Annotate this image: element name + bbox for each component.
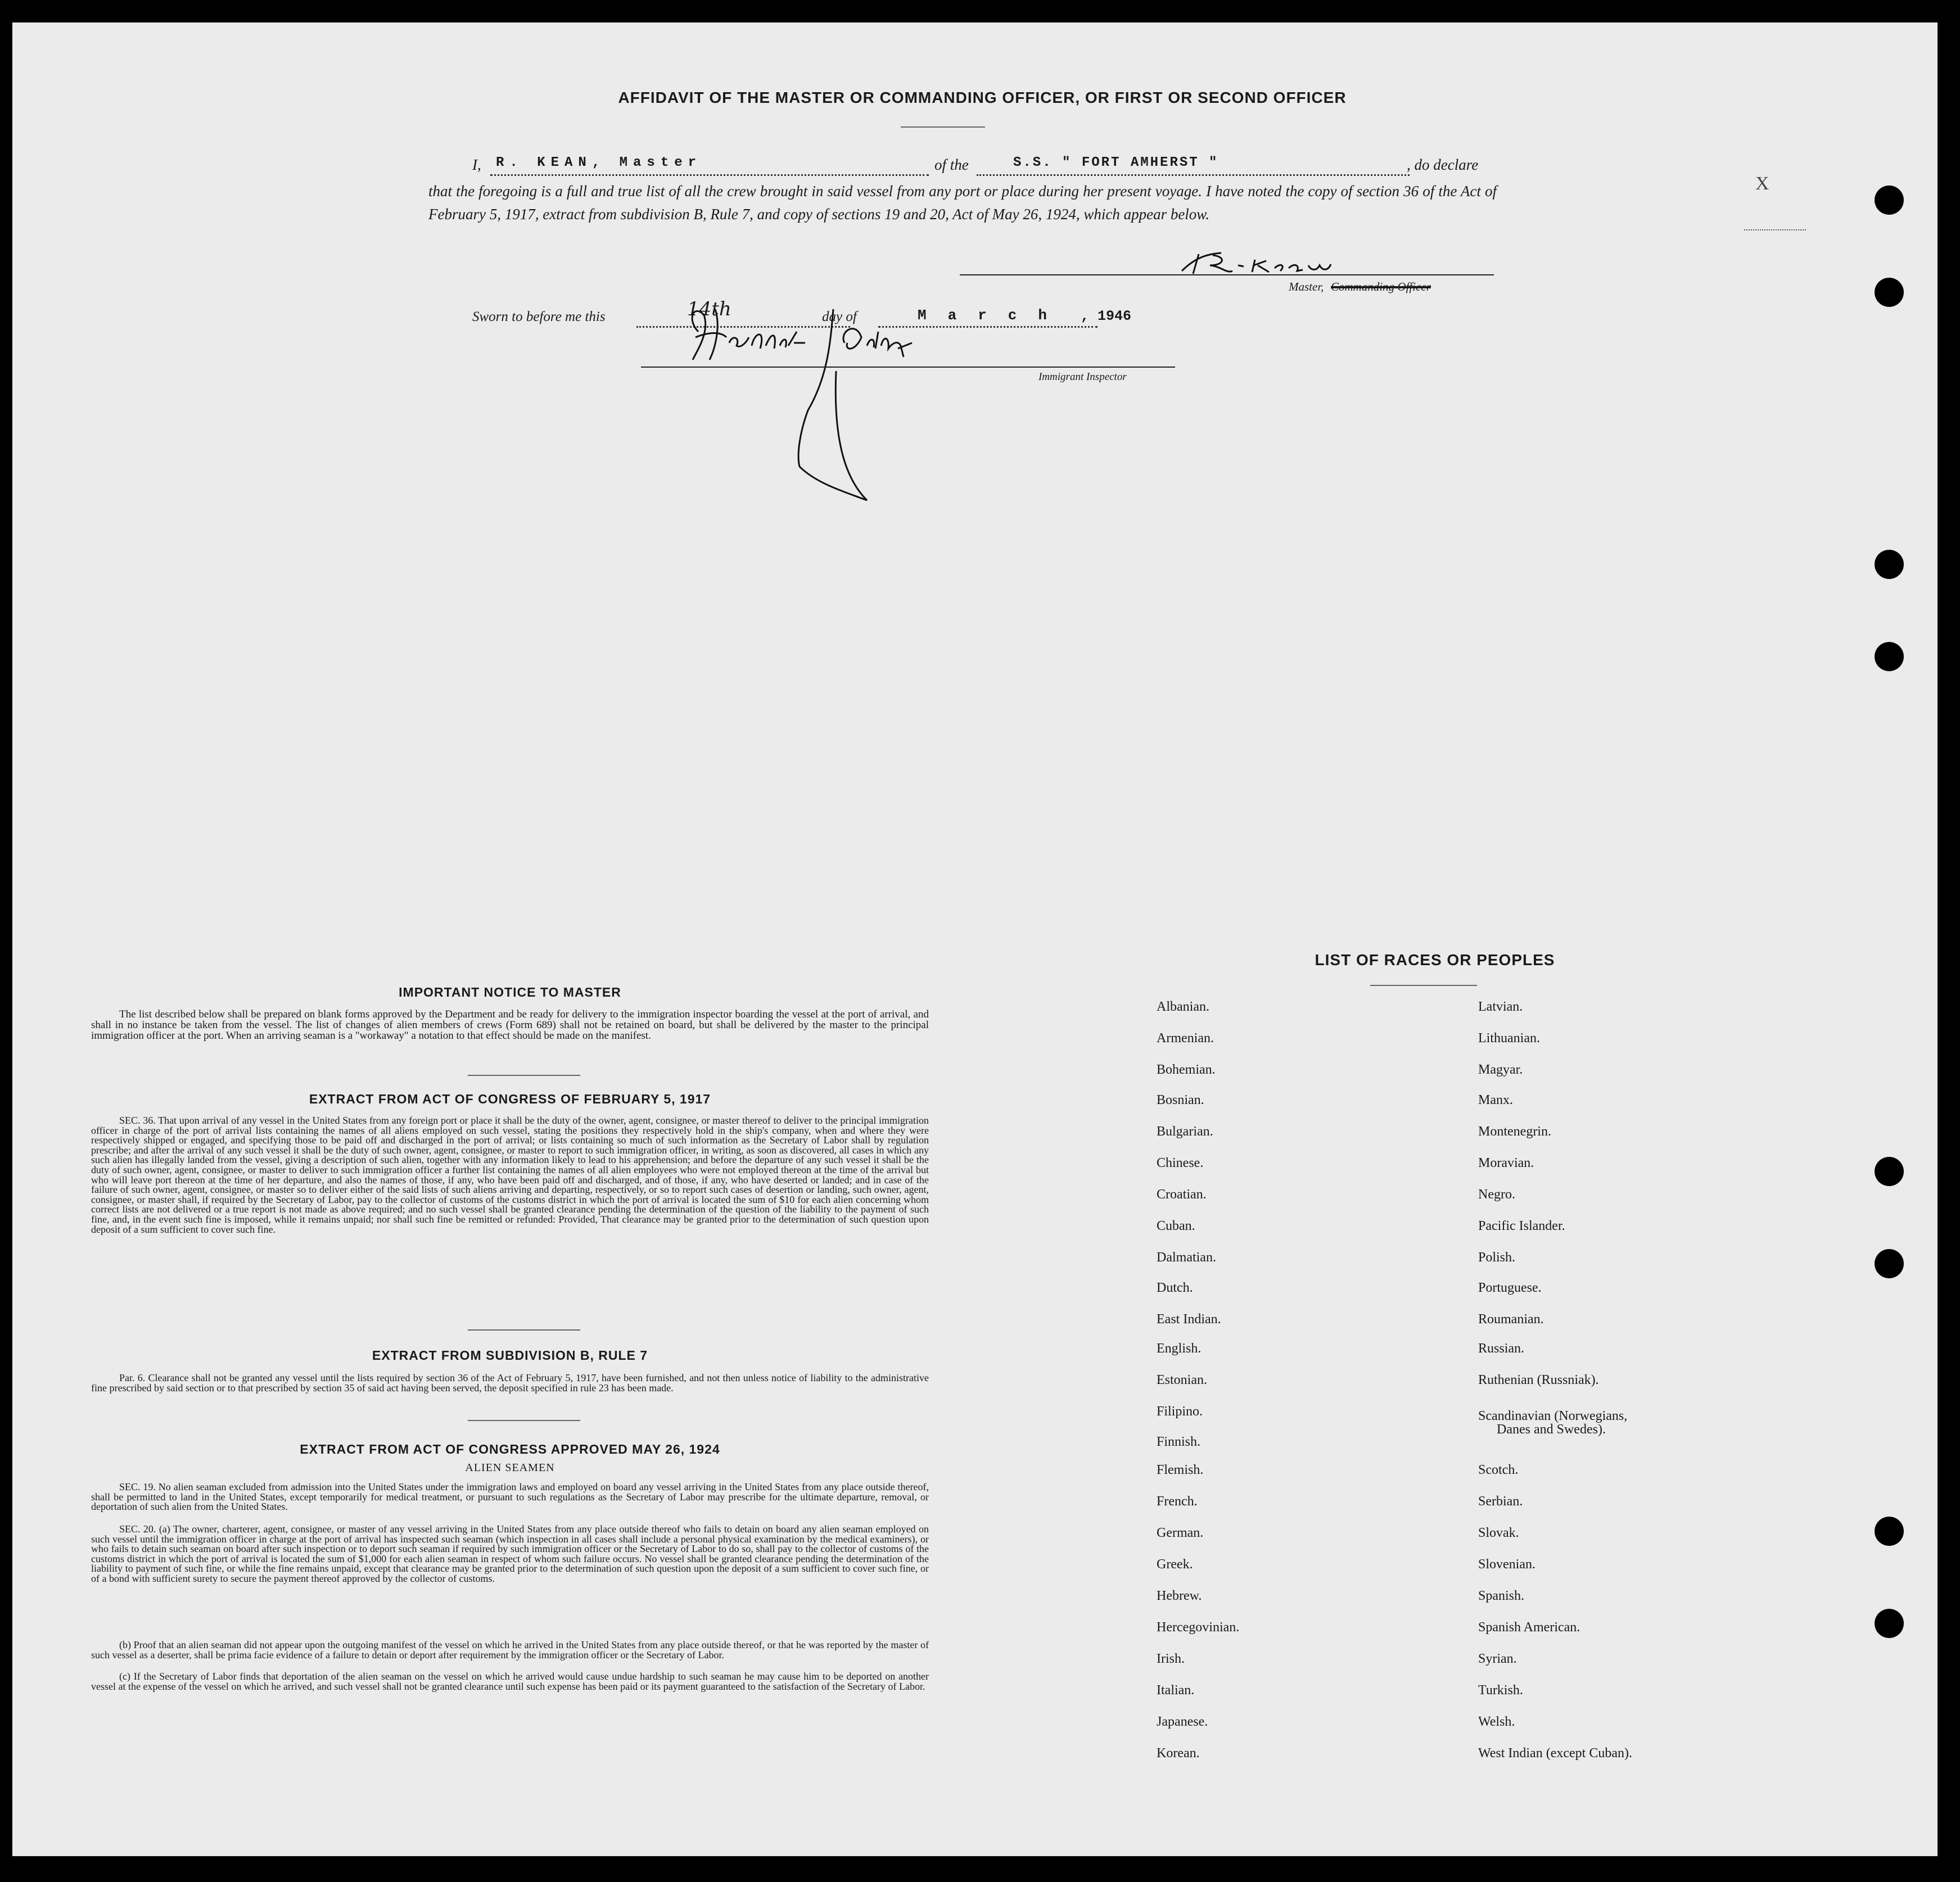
master-label: Master,	[1289, 280, 1324, 293]
extract1917-text: SEC. 36. That upon arrival of any vessel in the United States from any foreign port or place it shall be the duty of the owner, agent, consignee, or master thereof to deliver to the principal immigration officer in charge of the port of arrival lists containing the names of all aliens employed on such vessel, stating the positions they respectively hold in the ship's company, when and where they were respectively shipped or engaged, and specifying those to be paid off and discharged in the port of arrival; or lists containing so much of such information as the Secretary of Labor shall by regulation prescribe; and after the arrival of any such vessel it shall be the duty of such owner, agent, consignee, or master to report to such immigration officer, in writing, as soon as discovered, all cases in which any such alien has illegally landed from the vessel, giving a description of such alien, together with any information likely to lead to his apprehension; and before the departure of any such vessel it shall be the duty of such owner, agent, consignee, or master to deliver to such immigration officer a further list containing the names of all alien employees who were not employed thereon at the time of the arrival but who will leave port thereon at the time of her departure, and also the names of those, if any, who have been paid off and discharged, and of those, if any, who have deserted or landed; and in case of the failure of such owner, agent, consignee, or master so to deliver either of the said lists of such aliens arriving and departing, respectively, or so to report such cases of desertion or landing, such owner, agent, consignee, or master shall, if required by the Secretary of Labor, pay to the collector of customs of the customs district in which the port of arrival is located the sum of $10 for each alien concerning whom correct lists are not delivered or a true report is not made as above required; and no such vessel shall be granted clearance pending the determination of the question of the liability to the payment of such fine, and, in the event such fine is imposed, while it remains unpaid; nor shall such fine be remitted or refunded: Provided, That clearance may be granted prior to the determination of such question upon deposit of a sum sufficient to cover such fine.	[91, 1115, 929, 1235]
race-item: West Indian (except Cuban).	[1478, 1746, 1632, 1761]
race-item: Korean.	[1157, 1746, 1200, 1761]
binder-hole	[1875, 642, 1904, 671]
sec20a-text: SEC. 20. (a) The owner, charterer, agent, consignee, or master of any vessel arriving in the United States from any place outside thereof who fails to detain on board any alien seaman employed on such vessel until the immigration officer in charge at the port of arrival has inspected such seaman (which inspection in all cases shall include a personal physical examination by the medical examiners), or who fails to detain such seaman on board after such inspection or to deport such seaman if required by such immigration officer or the Secretary of Labor to do so, shall pay to the collector of customs of the customs district in which the port of arrival is located the sum of $1,000 for each alien seaman in respect of whom such failure occurs. No vessel shall be granted clearance pending the determination of the liability to payment of such fine, or while the fine remains unpaid, except that clearance may be granted prior to the determination of such question upon the deposit of a sum sufficient to cover such fine, or of a bond with sufficient surety to secure the payment thereof approved by the collector of customs.	[91, 1523, 929, 1584]
extract1917-title: EXTRACT FROM ACT OF CONGRESS OF FEBRUARY 5, 1917	[309, 1092, 711, 1106]
rule7-divider	[468, 1420, 580, 1421]
extract1917-divider	[468, 1329, 580, 1331]
notice-title: IMPORTANT NOTICE TO MASTER	[399, 985, 621, 999]
race-item: Irish.	[1157, 1652, 1185, 1666]
race-item: Latvian.	[1478, 999, 1523, 1014]
race-item: Bohemian.	[1157, 1062, 1216, 1077]
race-item: German.	[1157, 1526, 1204, 1540]
race-item: Scotch.	[1478, 1463, 1519, 1477]
extract1924-subtitle: ALIEN SEAMEN	[465, 1462, 555, 1474]
race-item: East Indian.	[1157, 1312, 1221, 1327]
races-divider	[1370, 985, 1477, 986]
race-item: Armenian.	[1157, 1031, 1214, 1046]
race-item: English.	[1157, 1341, 1202, 1356]
race-item: Hercegovinian.	[1157, 1620, 1240, 1635]
race-item: Dalmatian.	[1157, 1250, 1216, 1265]
race-item: Negro.	[1478, 1187, 1515, 1202]
race-item: Manx.	[1478, 1093, 1513, 1107]
race-item: Danes and Swedes).	[1497, 1422, 1606, 1437]
race-item: Welsh.	[1478, 1714, 1515, 1729]
sworn-prefix: Sworn to before me this	[472, 309, 606, 324]
sec20c-text: (c) If the Secretary of Labor finds that deportation of the alien seaman on the vessel on which he arrived would cause undue hardship to such seaman he may cause him to be deported on another vessel at the expense of the vessel on which he arrived, and such vessel shall not be granted clearance until such expense has been paid or its payment guaranteed to the satisfaction of the Secretary of Labor.	[91, 1671, 929, 1692]
race-item: Moravian.	[1478, 1156, 1534, 1170]
day-value: 14th	[687, 298, 731, 320]
rule7-title: EXTRACT FROM SUBDIVISION B, RULE 7	[372, 1348, 648, 1363]
of-the-label: of the	[934, 156, 969, 173]
race-item: Ruthenian (Russniak).	[1478, 1373, 1599, 1387]
vessel-name-field: S.S. " FORT AMHERST "	[1013, 155, 1219, 170]
extract1924-title: EXTRACT FROM ACT OF CONGRESS APPROVED MAY 26, 1924	[300, 1442, 720, 1456]
race-item: Slovenian.	[1478, 1557, 1536, 1572]
race-item: Bulgarian.	[1157, 1124, 1213, 1139]
race-item: Syrian.	[1478, 1652, 1517, 1666]
race-item: Scandinavian (Norwegians,	[1478, 1409, 1628, 1423]
race-item: Pacific Islander.	[1478, 1219, 1565, 1233]
inspector-signature-line	[641, 367, 1175, 368]
margin-mark: X	[1755, 173, 1769, 194]
document-page	[12, 22, 1938, 1856]
race-item: Estonian.	[1157, 1373, 1207, 1387]
race-item: Portuguese.	[1478, 1281, 1542, 1295]
race-item: Polish.	[1478, 1250, 1516, 1265]
race-item: Japanese.	[1157, 1714, 1208, 1729]
race-item: Roumanian.	[1478, 1312, 1544, 1327]
master-signature	[1159, 248, 1497, 277]
inspector-signature	[676, 298, 968, 506]
struck-label: Commanding Officer	[1331, 280, 1431, 293]
year-field: , 1946	[1081, 308, 1132, 324]
race-item: Slovak.	[1478, 1526, 1519, 1540]
race-item: Magyar.	[1478, 1062, 1523, 1077]
inspector-label: Immigrant Inspector	[1038, 371, 1127, 383]
race-item: Spanish.	[1478, 1589, 1525, 1603]
race-item: Dutch.	[1157, 1281, 1193, 1295]
race-item: Montenegrin.	[1478, 1124, 1551, 1139]
binder-hole	[1875, 1609, 1904, 1638]
binder-hole	[1875, 1517, 1904, 1546]
month-field: March	[918, 307, 1069, 324]
do-declare-label: , do declare	[1407, 156, 1479, 173]
race-item: Cuban.	[1157, 1219, 1195, 1233]
race-item: Bosnian.	[1157, 1093, 1204, 1107]
race-item: Filipino.	[1157, 1404, 1203, 1419]
notice-divider	[468, 1075, 580, 1076]
affidavit-body: that the foregoing is a full and true list of all the crew brought in said vessel from any port or place during her present voyage. I have noted the copy of section 36 of the Act of February 5, 1917, extract from subdivision B, Rule 7, and copy of sections 19 and 20, Act of May 26, 1924, which appear below.	[428, 183, 1497, 223]
affidavit-prefix: I,	[472, 156, 481, 173]
binder-hole	[1875, 278, 1904, 307]
margin-dots	[1744, 229, 1806, 230]
race-item: Flemish.	[1157, 1463, 1204, 1477]
master-name-field: R. KEAN, Master	[496, 155, 702, 170]
binder-hole	[1875, 1249, 1904, 1278]
race-item: Croatian.	[1157, 1187, 1207, 1202]
rule7-text: Par. 6. Clearance shall not be granted any vessel until the lists required by section 36 of the Act of February 5, 1917, have been furnished, and not then unless notice of liability to the administrative fine prescribed by said section or to that prescribed by section 35 of said act having been served, the deposit specified in rule 23 has been made.	[91, 1372, 929, 1394]
race-item: French.	[1157, 1494, 1198, 1509]
race-item: Italian.	[1157, 1683, 1195, 1698]
binder-hole	[1875, 550, 1904, 579]
binder-hole	[1875, 1157, 1904, 1186]
day-of-label: day of	[822, 309, 857, 324]
race-item: Russian.	[1478, 1341, 1525, 1356]
race-item: Finnish.	[1157, 1435, 1201, 1449]
race-item: Serbian.	[1478, 1494, 1523, 1509]
race-item: Spanish American.	[1478, 1620, 1580, 1635]
race-item: Hebrew.	[1157, 1589, 1202, 1603]
affidavit-title: AFFIDAVIT OF THE MASTER OR COMMANDING OFFICER, OR FIRST OR SECOND OFFICER	[618, 89, 1347, 106]
notice-text: The list described below shall be prepared on blank forms approved by the Department and be ready for delivery to the immigration inspector boarding the vessel at the port of arrival, and shall in no instance be taken from the vessel. The list of changes of alien members of crews (Form 689) shall not be retained on board, but shall be delivered by the master to the principal immigration officer at the port. When an arriving seaman is a "workaway" a notation to that effect should be made on the manifest.	[91, 1008, 929, 1042]
master-signature-line	[960, 274, 1494, 275]
race-item: Lithuanian.	[1478, 1031, 1540, 1046]
race-item: Chinese.	[1157, 1156, 1204, 1170]
binder-hole	[1875, 186, 1904, 215]
sec19-text: SEC. 19. No alien seaman excluded from admission into the United States under the immigration laws and employed on board any vessel arriving in the United States from any place outside thereof, shall be permitted to land in the United States, except temporarily for medical treatment, or pursuant to such regulations as the Secretary of Labor may prescribe for the ultimate departure, removal, or deportation of such alien from the United States.	[91, 1481, 929, 1513]
sec20b-text: (b) Proof that an alien seaman did not appear upon the outgoing manifest of the vessel on which he arrived in the United States from any place outside thereof, or that he was reported by the master of such vessel as a deserter, shall be prima facie evidence of a failure to detain or deport after requirement by the immigration officer or the Secretary of Labor.	[91, 1639, 929, 1661]
race-item: Albanian.	[1157, 999, 1209, 1014]
race-item: Turkish.	[1478, 1683, 1523, 1698]
races-title: LIST OF RACES OR PEOPLES	[1315, 951, 1555, 969]
title-divider	[901, 126, 985, 128]
race-item: Greek.	[1157, 1557, 1193, 1572]
